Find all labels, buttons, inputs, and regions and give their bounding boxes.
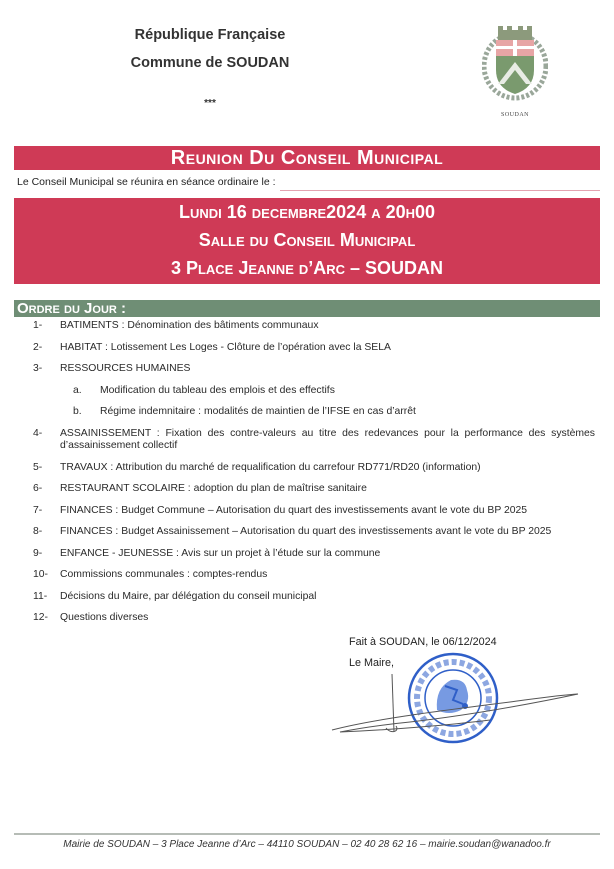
place-date: Fait à SOUDAN, le 06/12/2024 [349, 636, 497, 648]
agenda-item [33, 428, 595, 453]
agenda-item-text: ENFANCE - JEUNESSE : Avis sur un projet à l’étude sur la commune [60, 547, 381, 559]
signature-icon [330, 670, 585, 740]
agenda-item [33, 342, 595, 355]
header-separator: *** [204, 98, 216, 109]
agenda-item [33, 569, 595, 582]
coat-of-arms-icon [482, 22, 548, 102]
meeting-title: Reunion Du Conseil Municipal [14, 146, 600, 170]
agenda-item-number: 3- [33, 363, 43, 374]
agenda-item [33, 462, 595, 475]
agenda-item-number: 2- [33, 341, 43, 353]
crest-label: SOUDAN [500, 112, 529, 118]
agenda-item-number: 12- [33, 612, 49, 623]
agenda-item-text: HABITAT : Lotissement Les Loges - Clôture de l’opération avec la SELA [60, 341, 391, 353]
agenda-heading: Ordre du Jour : [14, 300, 600, 317]
agenda-list [33, 320, 595, 634]
agenda-item-text: FINANCES : Budget Assainissement – Autorisation du quart des investissements avant le vote du BP 2025 [60, 526, 552, 537]
signatory: Le Maire, [349, 657, 395, 669]
agenda-item [33, 591, 595, 604]
header-republique: République Française [134, 27, 286, 43]
agenda-item [33, 612, 595, 625]
agenda-item-text: TRAVAUX : Attribution du marché de requalification du carrefour RD771/RD20 (information) [60, 461, 481, 473]
meeting-room: Salle du Conseil Municipal [198, 230, 416, 250]
divider [280, 190, 600, 191]
meeting-details [14, 198, 600, 284]
meeting-address: 3 Place Jeanne d’Arc – SOUDAN [170, 258, 444, 278]
agenda-item-text: Questions diverses [60, 612, 149, 623]
agenda-item-text: FINANCES : Budget Commune – Autorisation du quart des investissements avant le vote du BP 2025 [60, 504, 528, 516]
agenda-item [33, 363, 595, 376]
agenda-item-number: 8- [33, 526, 43, 537]
footer-divider [14, 833, 600, 835]
agenda-item [33, 526, 595, 539]
agenda-item [33, 505, 595, 518]
agenda-item [33, 320, 595, 333]
agenda-item-number: 10- [33, 569, 49, 580]
agenda-item-number: 11- [33, 590, 48, 602]
agenda-item-text: RESTAURANT SCOLAIRE : adoption du plan de maîtrise sanitaire [60, 483, 367, 494]
meeting-date: Lundi 16 decembre2024 a 20h00 [178, 202, 436, 222]
agenda-item-text: ASSAINISSEMENT : Fixation des contre-valeurs au titre des redevances pour la performance des systèmes d’assainissement collectif [60, 427, 595, 451]
agenda-subitem [33, 406, 595, 419]
header-commune: Commune de SOUDAN [130, 55, 290, 71]
agenda-item-number: 5- [33, 461, 43, 473]
agenda-item-number: 6- [33, 483, 43, 494]
agenda-item [33, 483, 595, 496]
agenda-item [33, 548, 595, 561]
agenda-item-text: RESSOURCES HUMAINES [60, 363, 191, 374]
agenda-item-number: 1- [33, 320, 43, 331]
intro-text: Le Conseil Municipal se réunira en séance ordinaire le : [17, 176, 276, 188]
agenda-item-number: 4- [33, 427, 43, 439]
footer-contact: Mairie de SOUDAN – 3 Place Jeanne d’Arc – 44110 SOUDAN – 02 40 28 62 16 – mairie.soudan@wanadoo.fr [63, 839, 551, 850]
agenda-subitem-letter: a. [73, 384, 82, 396]
agenda-item-text: BATIMENTS : Dénomination des bâtiments communaux [60, 320, 319, 331]
agenda-item-text: Décisions du Maire, par délégation du conseil municipal [60, 590, 317, 602]
agenda-item-number: 7- [33, 504, 43, 516]
agenda-subitem-text: Régime indemnitaire : modalités de maintien de l’IFSE en cas d’arrêt [100, 406, 416, 417]
agenda-subitem-letter: b. [73, 406, 82, 417]
agenda-subitem [33, 385, 595, 398]
agenda-subitem-text: Modification du tableau des emplois et des effectifs [100, 384, 335, 396]
agenda-item-number: 9- [33, 547, 43, 559]
agenda-item-text: Commissions communales : comptes-rendus [60, 569, 268, 580]
